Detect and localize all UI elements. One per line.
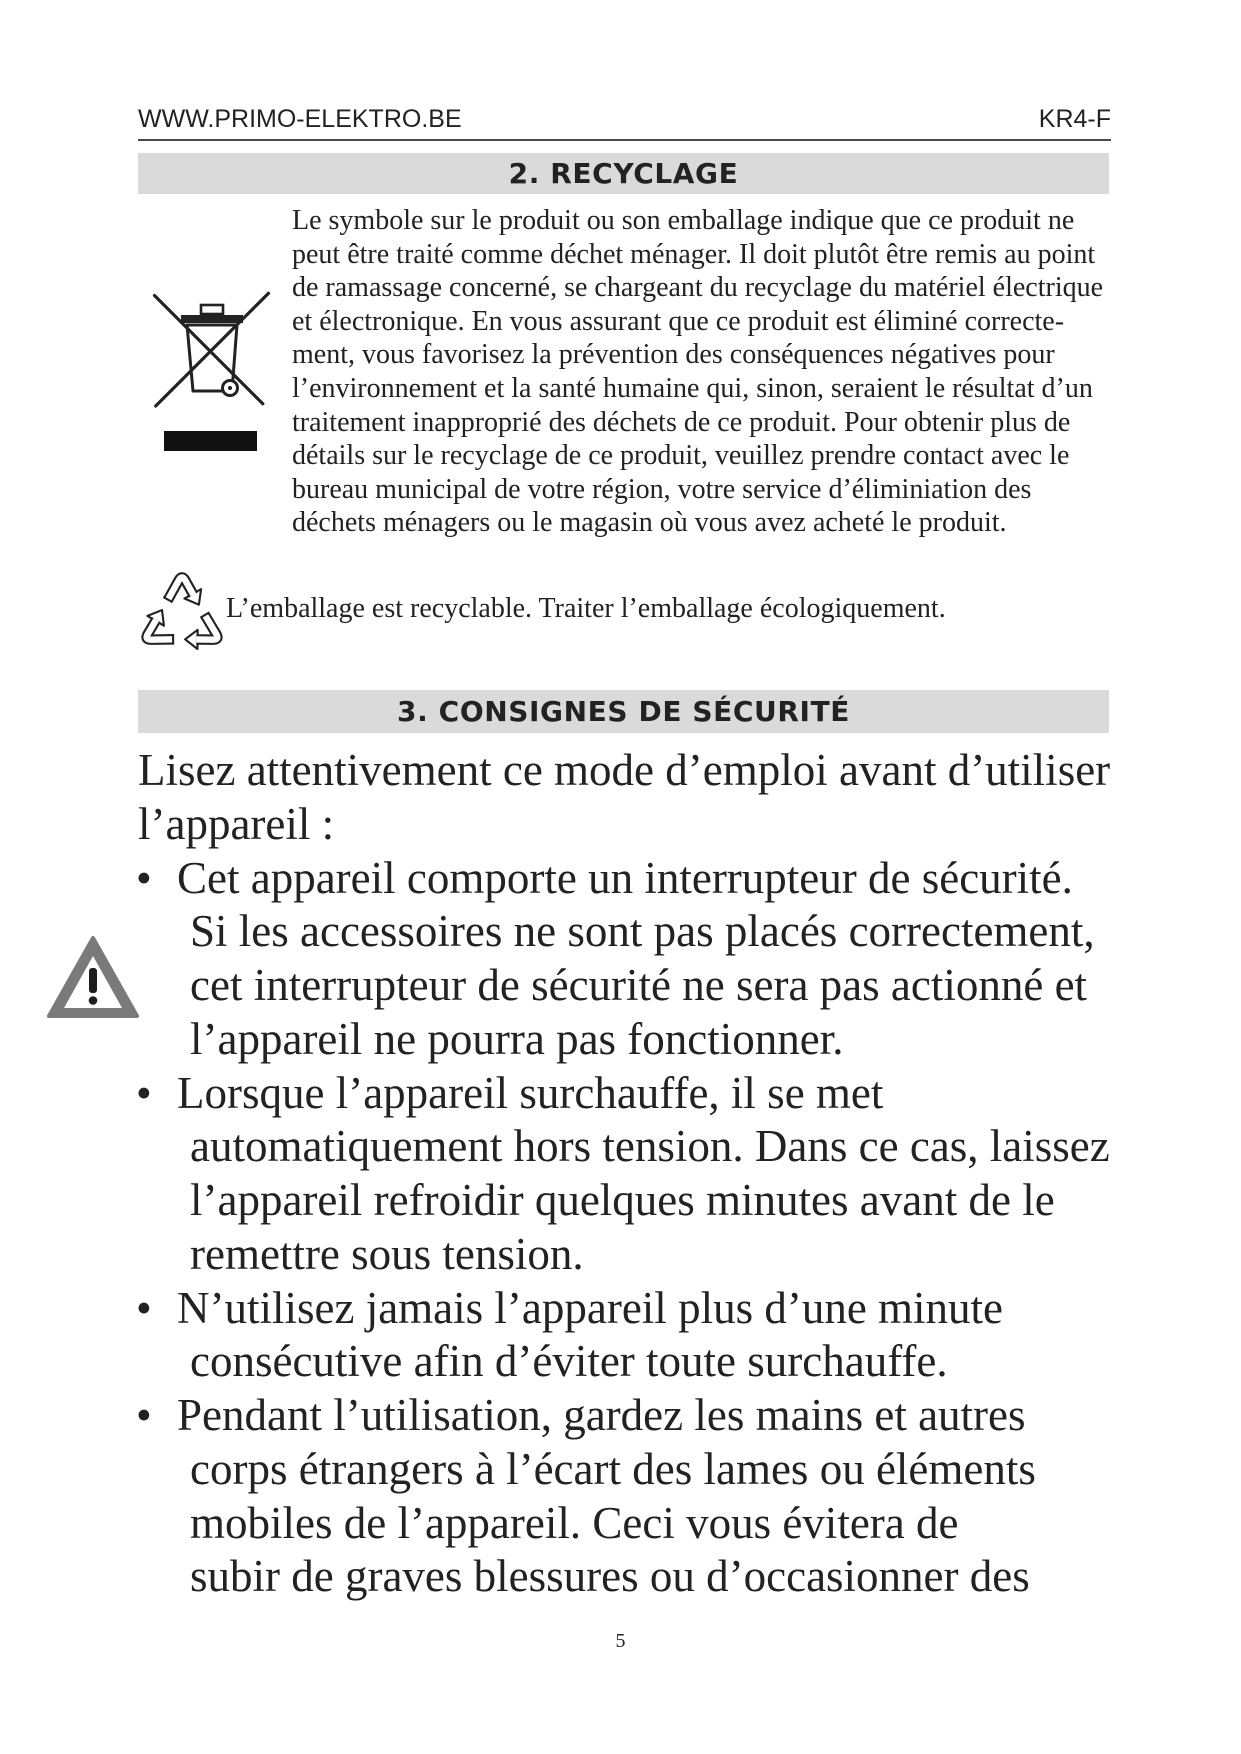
bullet-text: Lorsque l’appareil surchauffe, il se met bbox=[177, 1067, 884, 1118]
paragraph-line: de ramassage concerné, se chargeant du recyclage du matériel électrique bbox=[292, 272, 1104, 304]
bullet-text: Cet appareil comporte un interrupteur de sécurité. bbox=[177, 852, 1073, 903]
paragraph-line: déchets ménagers ou le magasin où vous avez acheté le produit. bbox=[292, 507, 1007, 539]
safety-instructions bbox=[0, 744, 1241, 1604]
intro-line: Lisez attentivement ce mode d’emploi avant d’utiliser bbox=[138, 745, 1111, 795]
paragraph-line: bureau municipal de votre région, votre service d’éliminiation des bbox=[292, 473, 1032, 505]
bullet-continuation-line: automatiquement hors tension. Dans ce cas, laissez bbox=[190, 1121, 1110, 1172]
paragraph-line: traitement inapproprié des déchets de ce produit. Pour obtenir plus de bbox=[292, 406, 1071, 438]
paragraph-line: peut être traité comme déchet ménager. Il doit plutôt être remis au point bbox=[292, 238, 1096, 270]
website-header: WWW.PRIMO-ELEKTRO.BE bbox=[138, 105, 462, 133]
bullet-continuation-line: l’appareil ne pourra pas fonctionner. bbox=[190, 1013, 844, 1064]
paragraph-line: et électronique. En vous assurant que ce produit est éliminé correcte- bbox=[292, 305, 1065, 337]
section-safety-heading: 3. CONSIGNES DE SÉCURITÉ bbox=[138, 690, 1109, 733]
bullet-continuation-line: consécutive afin d’éviter toute surchauffe. bbox=[190, 1336, 948, 1387]
bullet-first-line bbox=[0, 1389, 1241, 1443]
bullet-first-line bbox=[0, 1282, 1241, 1336]
bullet-continuation-line: subir de graves blessures ou d’occasionner des bbox=[190, 1551, 1030, 1602]
bullet-continuation-line: remettre sous tension. bbox=[190, 1228, 584, 1279]
bullet-continuation-line: mobiles de l’appareil. Ceci vous évitera de bbox=[190, 1497, 959, 1548]
bullet-first-line bbox=[0, 1067, 1241, 1121]
crossed-out-wheelie-bin-icon bbox=[150, 288, 274, 454]
bullet-continuation-line: cet interrupteur de sécurité ne sera pas actionné et bbox=[190, 960, 1088, 1010]
packaging-note: L’emballage est recyclable. Traiter l’emballage écologiquement. bbox=[226, 593, 946, 624]
recycling-paragraph bbox=[292, 204, 1103, 540]
paragraph-line: l’environnement et la santé humaine qui, sinon, seraient le résultat d’un bbox=[292, 372, 1093, 404]
bullet-text: Pendant l’utilisation, gardez les mains et autres bbox=[177, 1390, 1026, 1440]
bullet-marker: • bbox=[136, 1067, 152, 1118]
recycle-arrows-icon bbox=[134, 563, 230, 659]
bullet-marker: • bbox=[136, 1390, 152, 1440]
model-code: KR4-F bbox=[1038, 105, 1111, 133]
intro-line: l’appareil : bbox=[138, 798, 335, 849]
safety-bullet-item bbox=[0, 1389, 1241, 1604]
header-divider bbox=[138, 139, 1111, 141]
bullet-continuation-line: l’appareil refroidir quelques minutes avant de le bbox=[190, 1175, 1055, 1225]
section-recycling-heading: 2. RECYCLAGE bbox=[138, 153, 1109, 194]
bullet-marker: • bbox=[136, 1282, 152, 1333]
bullet-text: N’utilisez jamais l’appareil plus d’une minute bbox=[177, 1282, 1004, 1333]
bullet-marker: • bbox=[136, 852, 152, 903]
safety-bullet-item bbox=[0, 1067, 1241, 1282]
paragraph-line: ment, vous favorisez la prévention des conséquences négatives pour bbox=[292, 339, 1055, 371]
safety-bullet-item bbox=[0, 852, 1241, 1067]
paragraph-line: détails sur le recyclage de ce produit, veuillez prendre contact avec le bbox=[292, 440, 1070, 472]
paragraph-line: Le symbole sur le produit ou son emballage indique que ce produit ne bbox=[292, 205, 1075, 236]
bullet-continuation-line: Si les accessoires ne sont pas placés correctement, bbox=[190, 906, 1095, 957]
bullet-first-line bbox=[0, 852, 1241, 906]
safety-bullet-item bbox=[0, 1282, 1241, 1390]
page-number: 5 bbox=[615, 1630, 626, 1652]
bullet-continuation-line: corps étrangers à l’écart des lames ou éléments bbox=[190, 1443, 1036, 1494]
